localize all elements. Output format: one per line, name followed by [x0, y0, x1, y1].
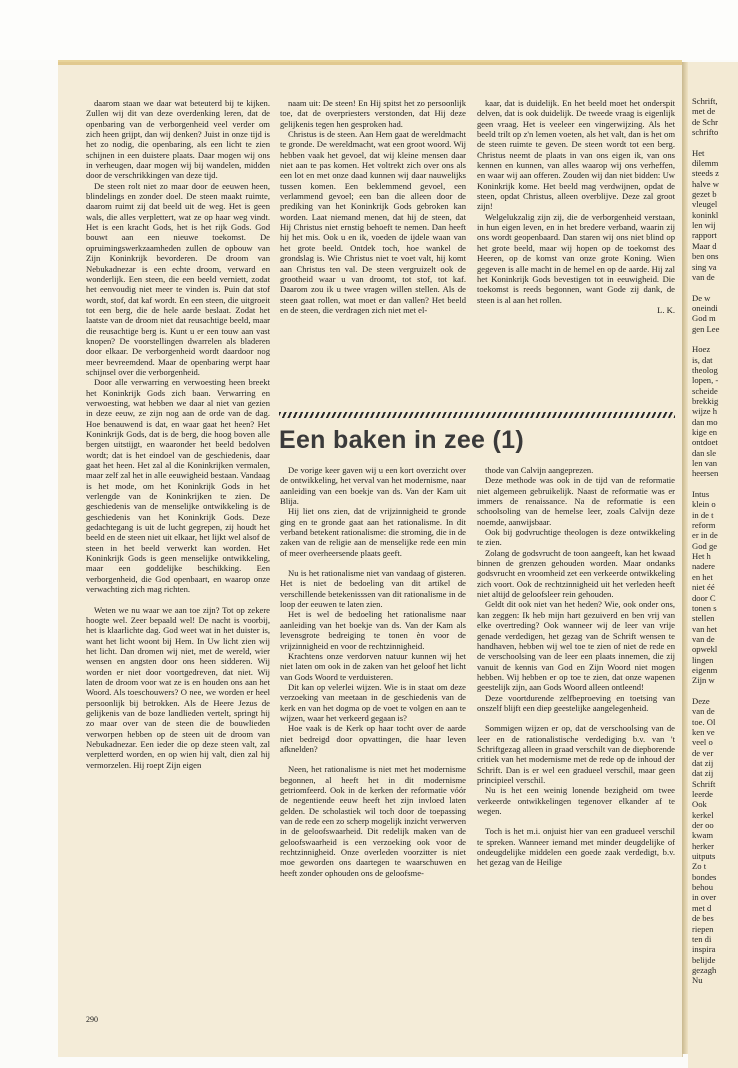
fragment-line: heersen	[692, 468, 719, 479]
fragment-line: eigenm	[692, 664, 718, 675]
fragment-line: bondes	[692, 871, 717, 882]
paragraph: Deze voortdurende zelfbeproeving en toetsing van onszelf blijft een diep geestelijke aangelegenheid.	[477, 692, 675, 713]
fragment-line: inspira	[692, 944, 716, 955]
paragraph: Zolang de godsvrucht de toon aangeeft, kan het kwaad binnen de grenzen gehouden worden. Maar ondanks godsvrucht en vroomheid zet een verkeerde ontwikkeling zich voort. Ook de rechtzinnigheid uit het verleden heeft niet altijd de geloofsleer rein gehouden.	[477, 547, 675, 600]
fragment-line: ten di	[692, 933, 712, 944]
paragraph: Welgelukzalig zijn zij, die de verborgenheid verstaan, in hun eigen leven, en in het bredere verband, waarin zij ons wordt geopenbaard. Dan staren wij ons niet blind op het grote beeld, maar wij hopen op de toekomst des Heeren, op de komst van onze grote Koning. Wien gegeven is alle macht in de hemel en op de aarde. Hij zal het Koninkrijk Gods bevestigen tot in eeuwigheid. Die toekomst is reeds begonnen, want Gode zij dank, de steen is al aan het rollen.	[477, 211, 675, 305]
fragment-line: nadere	[692, 561, 715, 572]
fragment-line: dan mo	[692, 416, 718, 427]
column-1	[86, 98, 270, 770]
fragment-line: door C	[692, 592, 716, 603]
paragraph: Christus is de steen. Aan Hem gaat de wereldmacht te gronde. De wereldmacht, wat een groot woord. Wij hebben vaak het gevoel, dat wij kleine mensen daar niet aan te pas komen. Het voltrekt zich over ons als een lot en met onze daad kunnen wij daar nauwelijks tussen komen. Een beklemmend gevoel, een verlammend gevoel; een ban die alleen door de prediking van het Koninkrijk Gods gebroken kan worden. Laat niemand menen, dat hij de steen, dat Hij Christus niet ernstig behoeft te nemen. Dan heeft hij het mis. Ook u en ik, voeden de ijdele waan van het grote beeld. Ontdek toch, hoe wankel de grondslag is. Wie Christus niet te voet valt, hij komt aan Christus ten val. De steen vergruizelt ook de grootheid waar u van droomt, tot stof, tot kaf. Daarom zou ik u twee vragen willen stellen. Als de steen gaat rollen, wat moet er dan vallen? Het beeld en de steen, die verdragen zich niet met el-	[280, 129, 466, 315]
fragment-line: van het	[692, 623, 718, 634]
fragment-line: dat zij	[692, 758, 714, 768]
paragraph: naam uit: De steen! En Hij spitst het zo persoonlijk toe, dat de overpriesters verstonden, dat Hij deze gelijkenis tegen hen gesproken had.	[280, 98, 466, 129]
fragment-line: met d	[692, 902, 712, 913]
next-page-edge	[688, 62, 738, 1068]
fragment-line: de ver	[692, 747, 714, 758]
fragment-line: lingen	[692, 654, 714, 665]
fragment-line: De w	[692, 292, 711, 303]
fragment-line: steeds z	[692, 168, 719, 179]
fragment-line: veel o	[692, 737, 713, 748]
fragment-line: herker	[692, 840, 714, 851]
paragraph: Hoe vaak is de Kerk op haar tocht over de aarde niet bedreigd door opvattingen, die haar leven afknelden?	[280, 723, 466, 754]
paragraph: De steen rolt niet zo maar door de eeuwen heen, blindelings en zonder doel. De steen maakt ruimte, daarom ruimt zij dat beeld uit de weg. Het is geen wals, die alles verplettert, wat ze op haar weg vindt. Het is een kracht Gods, het is het rijk Gods. God bouwt aan een nieuwe toekomst. De opruimingswerkzaamheden zullen de opbouw van Zijn Koninkrijk bevorderen. De droom van Nebukadnezar is een echte droom, verward en wonderlijk. Een steen, die een beeld verniett, zodat het eenvoudig niet meer te vinden is. Puin dat stof wordt, stof, dat kaf wordt. En een steen, die uitgroeit tot een berg, die de hele aarde beslaat. Zodat het laatste van de droom niet dat reusachtige beeld, maar die reusachtige berg is. Kunt u er een touw aan vast knopen? De voorstellingen dwarrelen als bladeren door elkaar. De verborgenheid wordt daardoor nog meer bevreemdend. Maar de openbaring werpt haar schijnsel over die verborgenheid.	[86, 180, 270, 377]
fragment-line	[692, 334, 738, 344]
fragment-line: en het	[692, 571, 713, 582]
paragraph: Weten we nu waar we aan toe zijn? Tot op zekere hoogte wel. Zeer bepaald wel! De nacht is voorbij, het is klaarlichte dag. God weet wat in het duister is, want het licht woont bij Hem. In Uw licht zien wij het licht. Dan dromen wij niet, met de wereld, wier wensen en angsten door ons heen sidderen. Wij worden er niet door voortgedreven, dat niet. Wij laten de droom voor wat ze is en houden ons aan het Woord. Als toeschouwers? O nee, we worden er heel persoonlijk bij betrokken. Als de Heere Jezus de gelijkenis van de boze landlieden vertelt, springt hij zo maar over van de steen die de bouwlieden verworpen hebben op de steen uit de droom van Nebukadnezar. Een ieder die op deze steen valt, zal verpletterd worden, en op wien hij valt, dien zal hij vermorzelen. Hij roept Zijn eigen	[86, 604, 270, 770]
fragment-line: uitputs	[692, 851, 716, 862]
fragment-line: gezagh	[692, 964, 717, 975]
article-signature: L. K.	[657, 304, 675, 315]
fragment-line: koninkl	[692, 209, 719, 220]
fragment-line: reform	[692, 520, 716, 531]
fragment-line: in de t	[692, 509, 714, 520]
fragment-line: tonen s	[692, 602, 717, 613]
fragment-line	[692, 282, 738, 292]
fragment-line: riepen	[692, 923, 714, 934]
fragment-line: van de	[692, 271, 715, 282]
fragment-line: de bes	[692, 913, 714, 924]
fragment-line	[692, 479, 738, 489]
fragment-line: halve w	[692, 178, 719, 189]
fragment-line: schrifto	[692, 127, 719, 138]
fragment-line: scheide	[692, 385, 718, 396]
paragraph: daarom staan we daar wat beteuterd bij te kijken. Zullen wij dit van deze overdenking leren, dat de openbaring van de verborgenheid veel verder om zich heen grijpt, dan wij denken? Juist in onze tijd is het zo nodig, die openbaring, als een licht te zien schijnen in een duistere plaats. Daar mogen wij ons in verheugen, daar mogen wij bij wandelen, midden door de verschrikkingen van deze tijd.	[86, 98, 270, 181]
paragraph: Hij liet ons zien, dat de vrijzinnigheid te gronde ging en te gronde gaat aan het rationalisme. In dit verband betekent rationalisme: die stroming, die in de zaken van de religie aan de menselijke rede een min of meer overheersende plaats geeft.	[280, 506, 466, 558]
next-page-fragments	[692, 96, 738, 986]
fragment-line: dat zij	[692, 768, 714, 779]
fragment-line: Het h	[692, 551, 711, 562]
fragment-line: lopen, -	[692, 375, 719, 386]
fragment-line: toe. Ol	[692, 716, 716, 727]
fragment-line: theolog	[692, 364, 718, 375]
paragraph: Ook bij godvruchtige theologen is deze ontwikkeling te zien.	[477, 527, 675, 548]
paragraph: Nu is het een weinig lonende bezigheid om twee verkeerde ontwikkelingen tegenover elkander af te wegen.	[477, 785, 675, 816]
wavy-divider	[279, 412, 675, 418]
fragment-line: kige en	[692, 427, 718, 437]
paragraph: Door alle verwarring en verwoesting heen breekt het Koninkrijk Gods zich baan. Verwarring en verwoesting, wat hebben we daar al niet van gezien in deze eeuw, ze zijn nog aan de orde van de dag. Hoe benauwend is dat, en waar gaat het heen? Het Koninkrijk Gods, dat is de berg, die hoog boven alle bergen uitstijgt, en waaronder het beeld bedolven wordt; dat is het eindoel van de geschiedenis, daar gaat het heen. Het zal al die Koninkrijken vermalen, maar zelf zal het in alle eeuwigheid bestaan. Vandaag is het mode, om het Koninkrijk Gods in het verlengde van de Koninkrijken te zien. De geschiedenis van de menselijke ontwikkeling is de geschiedenis van het Koninkrijk Gods. Deze gedachtegang is uit de lucht gegrepen, zij houdt het beeld en de steen niet uit elkaar, het lijkt wel alsof de steen in het beeld verwerkt kan worden. Het Koninkrijk Gods is geen menselijke ontwikkeling, maar een goddelijke beschikking. Een verborgenheid, die God openbaart, en waarop onze verwachting zich mag richten.	[86, 377, 270, 595]
paragraph: Neen, het rationalisme is niet met het modernisme begonnen, al heeft het in dit modernisme getriomfeerd. Ook in de kerken der reformatie vóór de negentiende eeuw heeft het zijn invloed laten gelden. De scholastiek wil toch door de toepassing van de rede een zo scherp mogelijk inzicht verwerven in de geloofswaarheid. Dit redelijk maken van de geloofswaarheid is een verzoeking ook voor de rechtzinnigheid. Onze overleden voorzitter is niet moe geworden ons daartegen te waarschuwen en heeft zonder ophouden ons de geloofsme-	[280, 764, 466, 878]
article-title: Een baken in zee (1)	[279, 426, 524, 454]
fragment-line: vleugel	[692, 199, 718, 210]
fragment-line: van de	[692, 633, 715, 644]
fragment-line: Deze	[692, 695, 710, 706]
fragment-line: God m	[692, 313, 716, 324]
fragment-line: gen Lee	[692, 323, 720, 334]
fragment-line: ontdoet	[692, 437, 718, 448]
column-5	[477, 465, 675, 868]
fragment-line: belijde	[692, 954, 716, 965]
fragment-line: niet éé	[692, 582, 715, 593]
column-3	[477, 98, 675, 315]
fragment-line: Zo t	[692, 861, 707, 872]
paragraph: thode van Calvijn aangeprezen.	[485, 465, 594, 475]
fragment-line: kwam	[692, 830, 714, 841]
fragment-line: behou	[692, 882, 714, 893]
fragment-line: len van	[692, 458, 718, 469]
fragment-line: kerkel	[692, 809, 714, 820]
fragment-line: wijze h	[692, 406, 718, 417]
paragraph: Nu is het rationalisme niet van vandaag of gisteren. Het is niet de bedoeling van dit artikel de verschillende betekenisssen van dit rationalisme in de loop der eeuwen te laten zien.	[280, 568, 466, 610]
fragment-line: ben ons	[692, 251, 719, 262]
fragment-line: rapport	[692, 230, 717, 241]
fragment-line: is, dat	[692, 354, 713, 365]
fragment-line: Maar d	[692, 240, 717, 251]
paragraph: Krachtens onze verdorven natuur kunnen wij het niet laten om ook in de zaken van het geloof het licht van Gods Woord te verduisteren.	[280, 650, 466, 682]
paragraph: Sommigen wijzen er op, dat de verschoolsing van de leer en de rationalistische verdediging b.v. van 't Schriftgezag alleen in graad verschilt van de diepborende critiek van het modernisme met de rede op de inhoud der Schrift. Dan is er wel een gradueel verschil, maar geen principieel verschil.	[477, 723, 675, 785]
fragment-line: gezet b	[692, 189, 717, 200]
paragraph: Toch is het m.i. onjuist hier van een gradueel verschil te spreken. Wanneer iemand met minder deugdelijke of ondeugdelijke middelen een goede zaak verdedigt, b.v. het gezag van de Heilige	[477, 826, 675, 868]
fragment-line: stellen	[692, 613, 715, 624]
fragment-line	[692, 137, 738, 147]
fragment-line: ken ve	[692, 726, 715, 737]
fragment-line: brekkig	[692, 395, 719, 406]
fragment-line: dan sle	[692, 447, 717, 458]
paragraph: Het is wel de bedoeling het rationalisme naar aanleiding van het boekje van ds. Van der Kam als levensgrote bedreiging te tonen èn voor de vrijzinnigheid en voor de rechtzinnigheid.	[280, 609, 466, 651]
fragment-line: oneindi	[692, 302, 718, 313]
fragment-line: leerde	[692, 789, 713, 800]
fragment-line: dilemm	[692, 158, 719, 169]
paragraph: Deze methode was ook in de tijd van de reformatie niet algemeen gebruikelijk. Naast de reformatie was er immers de renaissance. Na de reformatie is een schoolsoling van de hemelse leer, zoals Calvijn deze noemde, aanwijsbaar.	[477, 475, 675, 527]
paragraph: De vorige keer gaven wij u een kort overzicht over de ontwikkeling, het verval van het modernisme, naar aanleiding van een boekje van ds. Van der Kam uit Blija.	[280, 465, 466, 507]
fragment-line: klein o	[692, 499, 716, 510]
fragment-line: God ge	[692, 540, 718, 551]
fragment-line: Zijn w	[692, 675, 715, 686]
fragment-line: Ook	[692, 799, 707, 810]
fragment-line: opwekl	[692, 644, 718, 655]
column-3-body	[477, 98, 675, 305]
column-2	[280, 98, 466, 315]
scan-background	[0, 0, 738, 60]
fragment-line: Hoez	[692, 344, 711, 355]
fragment-line: met de	[692, 106, 716, 117]
column-4	[280, 465, 466, 878]
fragment-line	[692, 686, 738, 696]
fragment-line: Intus	[692, 489, 710, 500]
fragment-line: sing va	[692, 261, 717, 272]
fragment-line: in over	[692, 892, 717, 903]
fragment-line: Het	[692, 147, 705, 158]
paragraph: kaar, dat is duidelijk. En het beeld moet het onderspit delven, dat is ook duidelijk. De tweede vraag is eigenlijk geen vraag. Het is veeleer een vingerwijzing. Als het beeld trilt op z'n lemen voeten, als het valt, dan is het om de steen ruimte te geven. De steen wordt tot een berg. Christus neemt de plaats in van ons eigen ik, van ons kennen en kunnen, van alles waarop wij ons verheffen, en waar wij aan offeren. Zouden wij dan niet bidden: Uw Koninkrijk kome. Het beeld mag verdwijnen, opdat de steen, opdat Christus, alleen overblijve. Deze zal groot zijn!	[477, 98, 675, 212]
fragment-line: er in de	[692, 530, 718, 541]
fragment-line: van de	[692, 706, 715, 717]
fragment-line: Schrift,	[692, 96, 718, 106]
fragment-line: der oo	[692, 820, 714, 831]
fragment-line: de Schr	[692, 116, 719, 127]
fragment-line: Nu	[692, 975, 703, 986]
fragment-line: Schrift	[692, 778, 716, 789]
paragraph: Geldt dit ook niet van het heden? Wie, ook onder ons, kan zeggen: Ik heb mijn hart gezuiverd en ben vrij van elke overtreding? Ook wanneer wij de leer van vrije genade verdedigen, het gezag van de Schrift wensen te handhaven, hebben wij wel toe te zien of niet de rede en de verschoolsing van de leer een plaats innemen, die zij vanuit de kennis van God en Zijn Woord niet mogen hebben. Wij hebben er op toe te zien, dat onze wapenen geestelijk zijn, aan Gods Woord alleen ontleend!	[477, 599, 675, 693]
fragment-line: len wij	[692, 220, 716, 231]
page-number: 290	[86, 1015, 98, 1024]
paragraph: Dit kan op velerlei wijzen. Wie is in staat om deze verzoeking van meetaan in de geschiedenis van de kerk en van het dogma op de voet te volgen en aan te wijzen, waar het verkeerd gegaan is?	[280, 681, 466, 723]
